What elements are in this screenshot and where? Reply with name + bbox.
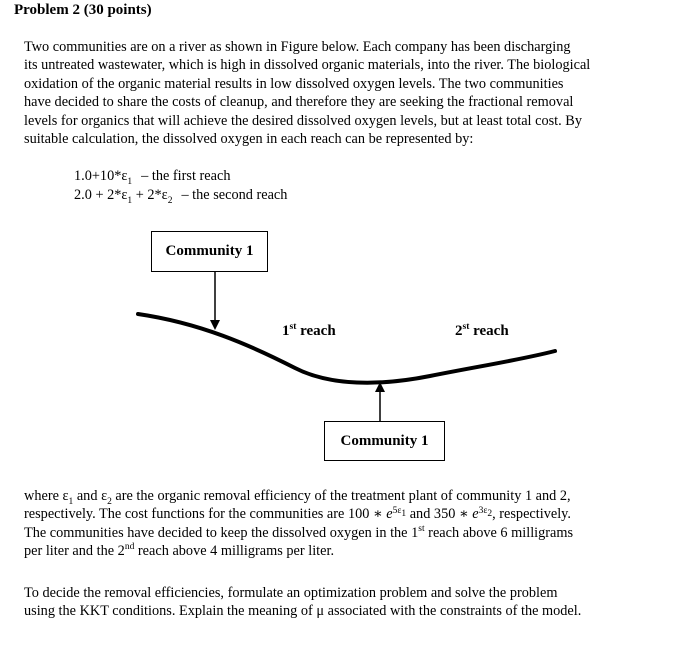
text: are the organic removal efficiency of the treatment plant of community 1 and 2, xyxy=(111,488,571,504)
ordinal-suffix: st xyxy=(418,524,425,535)
community-bottom-box: Community 1 xyxy=(324,421,445,461)
text: respectively. The cost functions for the communities are 100 ∗ xyxy=(24,506,387,523)
text: and 350 ∗ xyxy=(406,506,473,523)
reach-2-label xyxy=(455,323,509,340)
eq2-epsilon-1: ε xyxy=(121,187,128,203)
eq2-mid: + 2* xyxy=(132,187,162,203)
exp-text: 5ε xyxy=(392,505,402,516)
reach-2-word: reach xyxy=(469,323,509,339)
eq1-description: – the first reach xyxy=(141,168,231,184)
exp-e: e xyxy=(472,506,479,523)
where-line-3 xyxy=(24,524,670,542)
epsilon: ε xyxy=(62,488,69,504)
reach-1-suffix: st xyxy=(289,322,297,332)
reach-2-number: 2 xyxy=(455,323,463,339)
epsilon: ε xyxy=(101,488,108,504)
eq1-subscript: 1 xyxy=(127,176,133,187)
exp-sub: 1 xyxy=(401,508,407,519)
exponent-2 xyxy=(478,505,493,519)
eq2-subscript-2: 2 xyxy=(167,195,173,206)
text: where xyxy=(24,488,63,504)
text: per liter and the 2 xyxy=(24,543,125,560)
eq1-epsilon: ε xyxy=(121,168,128,184)
reach-1-word: reach xyxy=(296,323,336,339)
text: The communities have decided to keep the dissolved oxygen in the 1 xyxy=(24,524,419,541)
reach-1-number: 1 xyxy=(282,323,290,339)
where-paragraph xyxy=(24,487,670,561)
subscript: 2 xyxy=(107,496,112,507)
exp-text: 3ε xyxy=(478,505,488,516)
intro-line: suitable calculation, the dissolved oxygen in each reach can be represented by: xyxy=(24,131,474,148)
text: reach above 6 milligrams xyxy=(424,524,574,541)
intro-line: have decided to share the costs of cleanup, and therefore they are seeking the fractional removal xyxy=(24,94,574,111)
exponent-1 xyxy=(392,505,407,519)
reach-2-suffix: st xyxy=(462,322,470,332)
subscript: 1 xyxy=(68,496,74,507)
where-line-4 xyxy=(24,542,670,560)
eq2-subscript-1: 1 xyxy=(127,195,133,206)
task-line: using the KKT conditions. Explain the meaning of μ associated with the constraints of the model. xyxy=(24,603,582,620)
eq2-epsilon-2: ε xyxy=(161,187,168,203)
eq2-prefix: 2.0 + 2* xyxy=(74,187,122,203)
intro-line: oxidation of the organic material results in low dissolved oxygen levels. The two communities xyxy=(24,75,564,92)
intro-line: its untreated wastewater, which is high in dissolved organic materials, into the river. The biological xyxy=(24,57,591,74)
intro-line: levels for organics that will achieve the desired dissolved oxygen levels, but at least total cost. By xyxy=(24,112,582,129)
reach-1-label xyxy=(282,323,336,340)
exp-sub: 2 xyxy=(487,508,493,519)
eq2-description: – the second reach xyxy=(181,187,288,203)
text: reach above 4 milligrams per liter. xyxy=(134,543,335,560)
task-paragraph xyxy=(24,584,670,621)
text: , respectively. xyxy=(492,506,571,523)
problem-title: Problem 2 (30 points) xyxy=(14,2,152,18)
text: and xyxy=(73,488,102,504)
where-line-2 xyxy=(24,505,670,523)
exp-e: e xyxy=(386,506,393,523)
where-line-1 xyxy=(24,487,670,505)
task-line: To decide the removal efficiencies, formulate an optimization problem and solve the problem xyxy=(24,585,558,601)
ordinal-suffix: nd xyxy=(124,542,135,553)
community-top-box: Community 1 xyxy=(151,231,268,272)
intro-line: Two communities are on a river as shown in Figure below. Each company has been discharging xyxy=(24,39,571,55)
eq1-prefix: 1.0+10* xyxy=(74,168,122,184)
